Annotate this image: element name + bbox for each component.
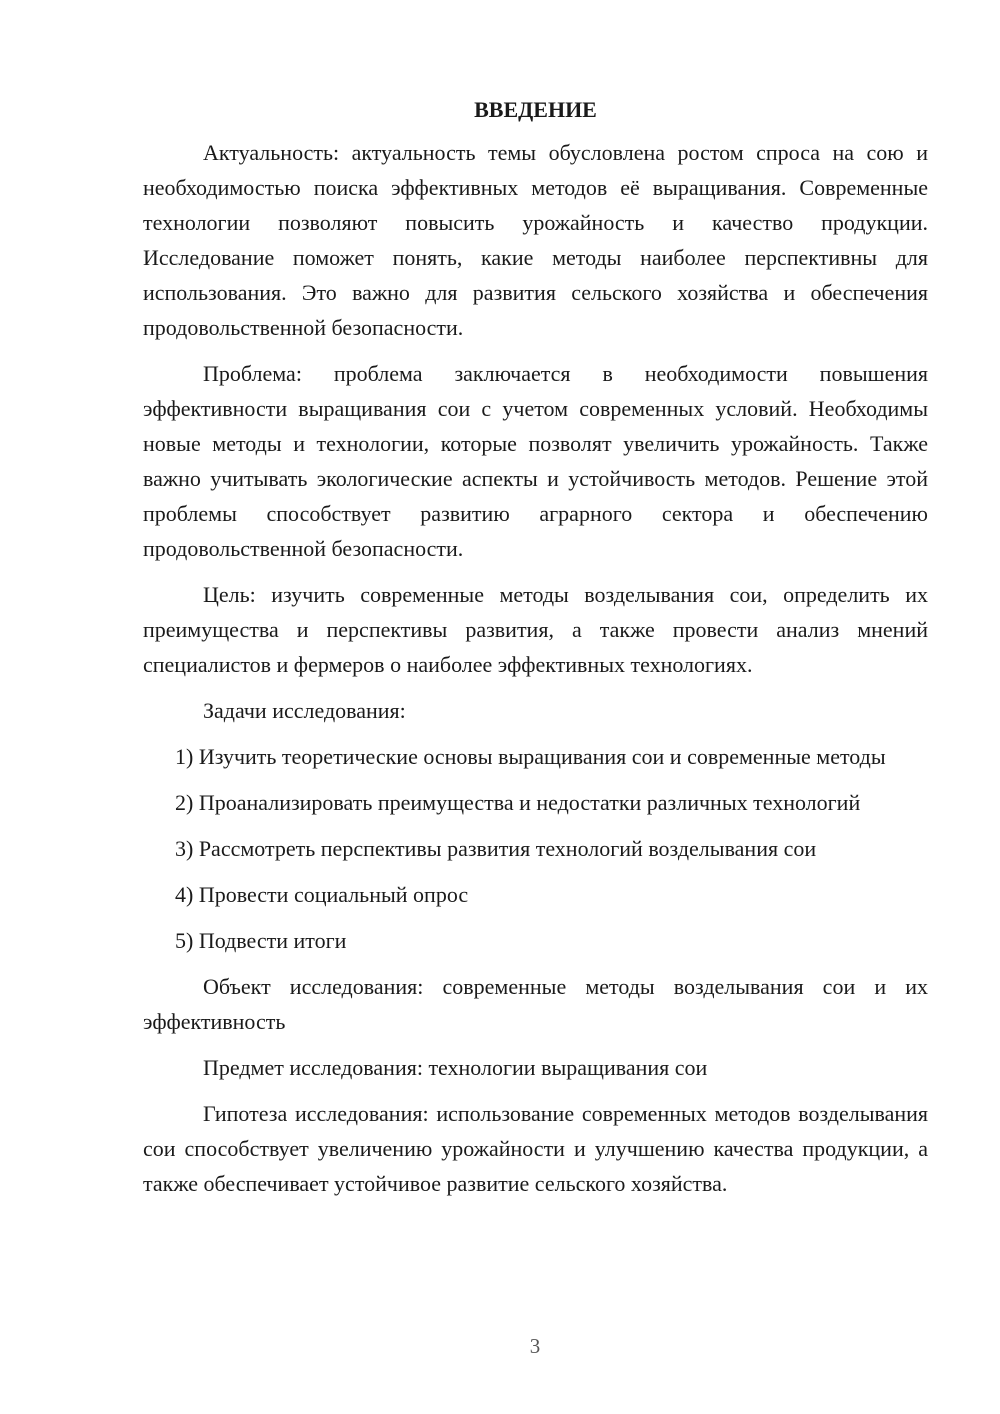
task-item: 3) Рассмотреть перспективы развития технологий возделывания сои: [175, 836, 817, 861]
tasks-heading: Задачи исследования:: [203, 698, 406, 723]
object-paragraph: Объект исследования: современные методы возделывания сои и их эффективность: [143, 974, 928, 1034]
task-item: 1) Изучить теоретические основы выращивания сои и современные методы: [175, 744, 886, 769]
page-number: 3: [529, 1334, 541, 1358]
task-item: 4) Провести социальный опрос: [175, 882, 469, 907]
goal-paragraph: Цель: изучить современные методы возделывания сои, определить их преимущества и перспективы развития, а также провести анализ мнений специалистов и фермеров о наиболее эффективных технологиях.: [143, 582, 928, 677]
page-title: ВВЕДЕНИЕ: [474, 97, 597, 122]
problem-paragraph: Проблема: проблема заключается в необходимости повышения эффективности выращивания сои с учетом современных условий. Необходимы новые методы и технологии, которые позволят увеличить урожайность. Также важно учитывать экологические аспекты и устойчивость методов. Решение этой проблемы способствует развитию аграрного сектора и обеспечению продовольственной безопасности.: [143, 361, 928, 561]
relevance-paragraph: Актуальность: актуальность темы обусловлена ростом спроса на сою и необходимостью поиска эффективных методов её выращивания. Современные технологии позволяют повысить урожайность и качество продукции. Исследование поможет понять, какие методы наиболее перспективны для использования. Это важно для развития сельского хозяйства и обеспечения продовольственной безопасности.: [143, 140, 928, 340]
hypothesis-paragraph: Гипотеза исследования: использование современных методов возделывания сои способствует увеличению урожайности и улучшению качества продукции, а также обеспечивает устойчивое развитие сельского хозяйства.: [143, 1101, 928, 1196]
page-content: [143, 92, 928, 1212]
task-item: 2) Проанализировать преимущества и недостатки различных технологий: [175, 790, 861, 815]
task-item: 5) Подвести итоги: [175, 928, 347, 953]
subject-paragraph: Предмет исследования: технологии выращивания сои: [203, 1055, 708, 1080]
